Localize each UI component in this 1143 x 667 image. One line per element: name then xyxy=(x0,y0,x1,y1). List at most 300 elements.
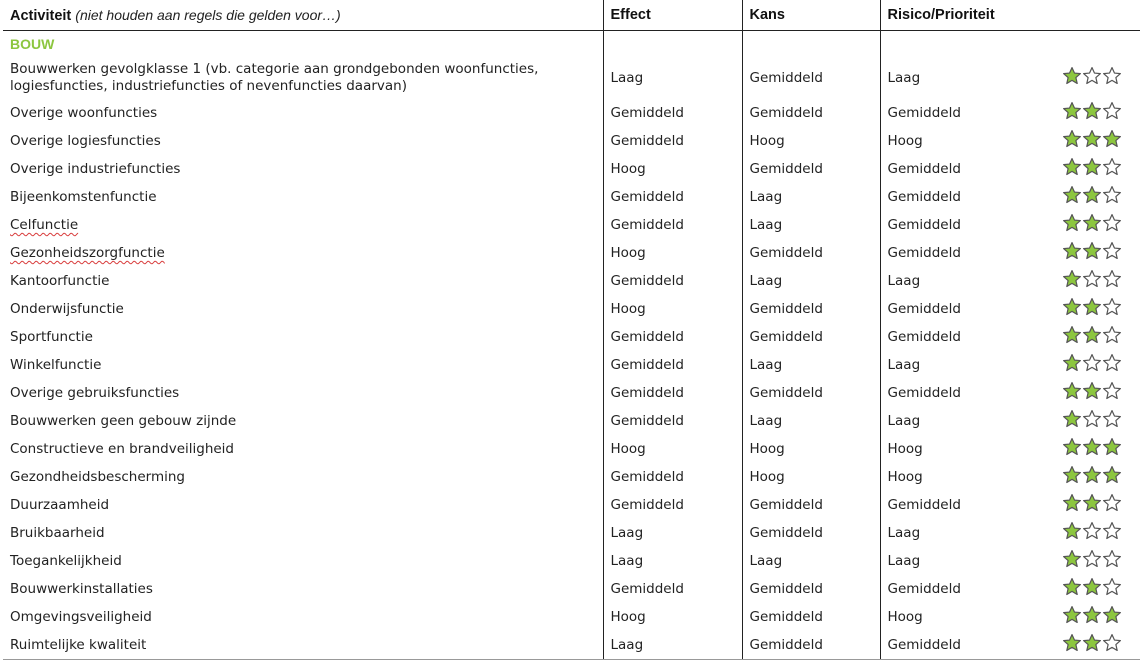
cell-risico xyxy=(880,183,1030,211)
star-rating xyxy=(1062,129,1122,149)
cell-risico xyxy=(880,547,1030,575)
cell-risico-text: Gemiddeld xyxy=(887,161,961,177)
cell-risico xyxy=(880,99,1030,127)
star-rating xyxy=(1062,157,1122,177)
cell-star-rating xyxy=(1030,351,1140,379)
star-filled-icon xyxy=(1082,605,1102,625)
cell-activity-text: Kantoorfunctie xyxy=(10,273,110,289)
cell-star-rating xyxy=(1030,155,1140,183)
cell-effect-text: Hoog xyxy=(610,609,646,625)
cell-activity-text: Omgevingsveiligheid xyxy=(10,609,152,625)
cell-effect-text: Gemiddeld xyxy=(610,469,684,485)
cell-effect-text: Gemiddeld xyxy=(610,357,684,373)
star-empty-icon xyxy=(1082,269,1102,289)
cell-kans xyxy=(742,183,880,211)
star-rating xyxy=(1062,493,1122,513)
cell-kans-text: Hoog xyxy=(749,469,785,485)
cell-kans-text: Laag xyxy=(749,553,783,569)
star-empty-icon xyxy=(1102,297,1122,317)
cell-risico xyxy=(880,435,1030,463)
cell-kans-text: Gemiddeld xyxy=(749,637,823,653)
star-empty-icon xyxy=(1102,549,1122,569)
cell-activity xyxy=(3,155,603,183)
cell-risico-text: Laag xyxy=(887,273,921,289)
cell-effect-text: Laag xyxy=(610,553,644,569)
cell-kans-text: Gemiddeld xyxy=(749,70,823,86)
cell-star-rating xyxy=(1030,323,1140,351)
cell-kans xyxy=(742,379,880,407)
cell-effect xyxy=(603,463,742,491)
star-filled-icon xyxy=(1102,437,1122,457)
star-rating xyxy=(1062,465,1122,485)
cell-star-rating xyxy=(1030,519,1140,547)
header-activity-label: Activiteit xyxy=(10,7,72,24)
star-filled-icon xyxy=(1082,157,1102,177)
cell-kans xyxy=(742,435,880,463)
cell-star-rating xyxy=(1030,57,1140,99)
star-filled-icon xyxy=(1082,185,1102,205)
cell-kans-text: Gemiddeld xyxy=(749,581,823,597)
table-row xyxy=(3,99,1140,127)
cell-risico-text: Hoog xyxy=(887,441,923,457)
star-empty-icon xyxy=(1102,325,1122,345)
cell-effect xyxy=(603,491,742,519)
cell-activity-text: Bijeenkomstenfunctie xyxy=(10,189,157,205)
cell-activity xyxy=(3,211,603,239)
star-filled-icon xyxy=(1082,213,1102,233)
cell-kans xyxy=(742,547,880,575)
table-row xyxy=(3,463,1140,491)
star-rating xyxy=(1062,297,1122,317)
star-filled-icon xyxy=(1062,185,1082,205)
star-empty-icon xyxy=(1102,101,1122,121)
cell-activity-text: Celfunctie xyxy=(10,217,79,233)
header-stars xyxy=(1030,0,1140,31)
cell-kans-text: Gemiddeld xyxy=(749,161,823,177)
star-rating xyxy=(1062,241,1122,261)
header-activity-note: (niet houden aan regels die gelden voor…) xyxy=(75,6,341,23)
cell-effect-text: Gemiddeld xyxy=(610,413,684,429)
risk-table xyxy=(3,0,1140,660)
star-filled-icon xyxy=(1062,381,1082,401)
star-rating xyxy=(1062,437,1122,457)
star-filled-icon xyxy=(1102,605,1122,625)
cell-star-rating xyxy=(1030,295,1140,323)
star-empty-icon xyxy=(1102,157,1122,177)
cell-risico-text: Laag xyxy=(887,357,921,373)
star-filled-icon xyxy=(1082,101,1102,121)
cell-risico-text: Laag xyxy=(887,413,921,429)
cell-star-rating xyxy=(1030,575,1140,603)
cell-kans-text: Gemiddeld xyxy=(749,329,823,345)
cell-kans xyxy=(742,407,880,435)
cell-risico xyxy=(880,631,1030,660)
star-filled-icon xyxy=(1062,493,1082,513)
cell-activity xyxy=(3,351,603,379)
header-row xyxy=(3,0,1140,31)
cell-risico xyxy=(880,239,1030,267)
cell-effect xyxy=(603,435,742,463)
cell-activity-text: Onderwijsfunctie xyxy=(10,301,124,317)
cell-star-rating xyxy=(1030,407,1140,435)
cell-activity xyxy=(3,463,603,491)
cell-activity-text: Ruimtelijke kwaliteit xyxy=(10,637,147,653)
star-filled-icon xyxy=(1062,409,1082,429)
star-rating xyxy=(1062,185,1122,205)
cell-kans-text: Gemiddeld xyxy=(749,245,823,261)
cell-risico xyxy=(880,519,1030,547)
section-row xyxy=(3,31,1140,58)
cell-activity xyxy=(3,183,603,211)
section-label-bouw: BOUW xyxy=(10,35,55,52)
cell-effect xyxy=(603,323,742,351)
cell-activity-text: Overige woonfuncties xyxy=(10,105,158,121)
star-filled-icon xyxy=(1062,633,1082,653)
star-filled-icon xyxy=(1062,157,1082,177)
cell-risico-text: Gemiddeld xyxy=(887,329,961,345)
cell-kans-text: Gemiddeld xyxy=(749,105,823,121)
table-row xyxy=(3,183,1140,211)
cell-activity-text: Winkelfunctie xyxy=(10,357,102,373)
cell-effect-text: Gemiddeld xyxy=(610,217,684,233)
cell-activity-text: Bouwwerken geen gebouw zijnde xyxy=(10,413,237,429)
table-row xyxy=(3,379,1140,407)
cell-effect xyxy=(603,379,742,407)
table-row xyxy=(3,435,1140,463)
cell-kans-text: Hoog xyxy=(749,441,785,457)
star-filled-icon xyxy=(1062,269,1082,289)
cell-kans-text: Laag xyxy=(749,273,783,289)
cell-activity-text: Gezondheidsbescherming xyxy=(10,469,185,485)
cell-risico-text: Gemiddeld xyxy=(887,217,961,233)
cell-kans xyxy=(742,323,880,351)
cell-activity xyxy=(3,267,603,295)
star-empty-icon xyxy=(1102,213,1122,233)
cell-risico xyxy=(880,491,1030,519)
star-filled-icon xyxy=(1062,437,1082,457)
star-empty-icon xyxy=(1102,577,1122,597)
cell-risico xyxy=(880,57,1030,99)
star-rating xyxy=(1062,521,1122,541)
cell-star-rating xyxy=(1030,463,1140,491)
cell-activity-text: Sportfunctie xyxy=(10,329,93,345)
star-rating xyxy=(1062,66,1122,86)
cell-activity-text: Constructieve en brandveiligheid xyxy=(10,441,235,457)
cell-risico-text: Gemiddeld xyxy=(887,637,961,653)
star-rating xyxy=(1062,213,1122,233)
cell-effect xyxy=(603,575,742,603)
table-row xyxy=(3,127,1140,155)
cell-kans xyxy=(742,127,880,155)
cell-effect xyxy=(603,183,742,211)
table-row xyxy=(3,323,1140,351)
cell-effect-text: Gemiddeld xyxy=(610,105,684,121)
star-filled-icon xyxy=(1082,493,1102,513)
cell-activity xyxy=(3,407,603,435)
cell-effect-text: Gemiddeld xyxy=(610,133,684,149)
cell-kans xyxy=(742,267,880,295)
star-rating xyxy=(1062,409,1122,429)
cell-kans xyxy=(742,155,880,183)
star-filled-icon xyxy=(1062,353,1082,373)
cell-kans xyxy=(742,491,880,519)
cell-star-rating xyxy=(1030,99,1140,127)
star-filled-icon xyxy=(1082,437,1102,457)
star-filled-icon xyxy=(1062,325,1082,345)
cell-effect xyxy=(603,155,742,183)
cell-effect-text: Gemiddeld xyxy=(610,497,684,513)
star-filled-icon xyxy=(1082,381,1102,401)
cell-effect-text: Laag xyxy=(610,525,644,541)
cell-risico-text: Gemiddeld xyxy=(887,581,961,597)
cell-star-rating xyxy=(1030,603,1140,631)
header-activity xyxy=(3,0,603,31)
star-filled-icon xyxy=(1082,633,1102,653)
star-rating xyxy=(1062,269,1122,289)
cell-effect-text: Gemiddeld xyxy=(610,581,684,597)
star-empty-icon xyxy=(1082,353,1102,373)
cell-star-rating xyxy=(1030,547,1140,575)
star-empty-icon xyxy=(1102,241,1122,261)
cell-risico xyxy=(880,575,1030,603)
star-empty-icon xyxy=(1082,409,1102,429)
cell-effect-text: Laag xyxy=(610,637,644,653)
table-row xyxy=(3,575,1140,603)
cell-effect xyxy=(603,99,742,127)
star-empty-icon xyxy=(1102,66,1122,86)
cell-risico xyxy=(880,295,1030,323)
header-risico: Risico/Prioriteit xyxy=(880,0,1030,31)
cell-kans xyxy=(742,603,880,631)
star-filled-icon xyxy=(1082,577,1102,597)
cell-kans-text: Gemiddeld xyxy=(749,525,823,541)
cell-effect-text: Gemiddeld xyxy=(610,273,684,289)
star-filled-icon xyxy=(1062,213,1082,233)
cell-activity-text: Overige gebruiksfuncties xyxy=(10,385,180,401)
star-filled-icon xyxy=(1062,549,1082,569)
star-filled-icon xyxy=(1062,241,1082,261)
cell-risico xyxy=(880,463,1030,491)
cell-kans xyxy=(742,575,880,603)
star-empty-icon xyxy=(1102,185,1122,205)
cell-activity xyxy=(3,323,603,351)
star-rating xyxy=(1062,549,1122,569)
cell-risico-text: Hoog xyxy=(887,609,923,625)
cell-risico xyxy=(880,603,1030,631)
cell-effect xyxy=(603,267,742,295)
cell-effect xyxy=(603,519,742,547)
cell-effect-text: Hoog xyxy=(610,245,646,261)
star-filled-icon xyxy=(1062,129,1082,149)
cell-star-rating xyxy=(1030,127,1140,155)
cell-effect-text: Gemiddeld xyxy=(610,329,684,345)
cell-activity xyxy=(3,379,603,407)
table-row xyxy=(3,295,1140,323)
cell-effect-text: Laag xyxy=(610,70,644,86)
star-filled-icon xyxy=(1102,129,1122,149)
cell-star-rating xyxy=(1030,239,1140,267)
table-row xyxy=(3,211,1140,239)
cell-kans-text: Laag xyxy=(749,189,783,205)
cell-risico xyxy=(880,351,1030,379)
cell-kans-text: Gemiddeld xyxy=(749,385,823,401)
cell-risico-text: Hoog xyxy=(887,469,923,485)
cell-effect xyxy=(603,211,742,239)
cell-effect-text: Hoog xyxy=(610,441,646,457)
star-empty-icon xyxy=(1102,493,1122,513)
cell-risico xyxy=(880,407,1030,435)
cell-risico-text: Laag xyxy=(887,70,921,86)
cell-kans-text: Hoog xyxy=(749,133,785,149)
star-empty-icon xyxy=(1102,353,1122,373)
header-effect: Effect xyxy=(603,0,742,31)
cell-kans xyxy=(742,211,880,239)
cell-kans xyxy=(742,57,880,99)
cell-risico-text: Gemiddeld xyxy=(887,189,961,205)
star-rating xyxy=(1062,633,1122,653)
cell-activity xyxy=(3,519,603,547)
table-row xyxy=(3,267,1140,295)
cell-activity xyxy=(3,575,603,603)
cell-risico xyxy=(880,127,1030,155)
cell-star-rating xyxy=(1030,379,1140,407)
cell-star-rating xyxy=(1030,211,1140,239)
cell-risico-text: Gemiddeld xyxy=(887,105,961,121)
star-empty-icon xyxy=(1102,521,1122,541)
cell-star-rating xyxy=(1030,631,1140,660)
star-filled-icon xyxy=(1062,297,1082,317)
cell-effect-text: Hoog xyxy=(610,161,646,177)
star-filled-icon xyxy=(1082,465,1102,485)
cell-effect-text: Gemiddeld xyxy=(610,385,684,401)
star-rating xyxy=(1062,577,1122,597)
cell-kans-text: Laag xyxy=(749,413,783,429)
table-row xyxy=(3,519,1140,547)
cell-kans xyxy=(742,463,880,491)
cell-activity-text: Gezonheidszorgfunctie xyxy=(10,245,165,261)
table-row xyxy=(3,239,1140,267)
cell-kans-text: Gemiddeld xyxy=(749,609,823,625)
cell-effect xyxy=(603,295,742,323)
cell-star-rating xyxy=(1030,491,1140,519)
cell-activity xyxy=(3,631,603,660)
cell-activity-text: Bruikbaarheid xyxy=(10,525,105,541)
cell-activity xyxy=(3,435,603,463)
cell-effect xyxy=(603,631,742,660)
star-filled-icon xyxy=(1102,465,1122,485)
cell-risico xyxy=(880,155,1030,183)
cell-effect xyxy=(603,57,742,99)
star-filled-icon xyxy=(1062,605,1082,625)
table-row xyxy=(3,57,1140,99)
cell-activity-text: Bouwwerken gevolgklasse 1 (vb. categorie aan grondgebonden woonfuncties, logiesfuncties, industriefuncties of nevenfuncties daarvan) xyxy=(10,61,539,94)
cell-star-rating xyxy=(1030,183,1140,211)
star-filled-icon xyxy=(1062,66,1082,86)
cell-activity-text: Overige logiesfuncties xyxy=(10,133,161,149)
table-row xyxy=(3,547,1140,575)
cell-activity xyxy=(3,239,603,267)
cell-kans-text: Gemiddeld xyxy=(749,301,823,317)
star-rating xyxy=(1062,101,1122,121)
cell-kans-text: Laag xyxy=(749,217,783,233)
star-empty-icon xyxy=(1082,549,1102,569)
cell-risico-text: Laag xyxy=(887,553,921,569)
header-kans: Kans xyxy=(742,0,880,31)
star-empty-icon xyxy=(1102,633,1122,653)
star-rating xyxy=(1062,325,1122,345)
cell-activity xyxy=(3,491,603,519)
star-filled-icon xyxy=(1062,577,1082,597)
cell-risico-text: Gemiddeld xyxy=(887,497,961,513)
cell-effect xyxy=(603,127,742,155)
cell-activity-text: Toegankelijkheid xyxy=(10,553,122,569)
cell-kans-text: Gemiddeld xyxy=(749,497,823,513)
cell-risico xyxy=(880,267,1030,295)
cell-risico xyxy=(880,379,1030,407)
cell-kans-text: Laag xyxy=(749,357,783,373)
cell-risico-text: Gemiddeld xyxy=(887,385,961,401)
star-empty-icon xyxy=(1082,521,1102,541)
cell-activity xyxy=(3,603,603,631)
cell-activity xyxy=(3,57,603,99)
cell-risico-text: Laag xyxy=(887,525,921,541)
cell-activity xyxy=(3,295,603,323)
cell-effect xyxy=(603,351,742,379)
cell-activity-text: Duurzaamheid xyxy=(10,497,110,513)
star-filled-icon xyxy=(1082,297,1102,317)
star-rating xyxy=(1062,605,1122,625)
cell-activity xyxy=(3,547,603,575)
star-filled-icon xyxy=(1082,325,1102,345)
cell-kans xyxy=(742,295,880,323)
cell-risico-text: Hoog xyxy=(887,133,923,149)
cell-star-rating xyxy=(1030,267,1140,295)
cell-activity-text: Overige industriefuncties xyxy=(10,161,181,177)
star-filled-icon xyxy=(1062,521,1082,541)
cell-kans xyxy=(742,519,880,547)
table-row xyxy=(3,407,1140,435)
cell-risico-text: Gemiddeld xyxy=(887,245,961,261)
cell-kans xyxy=(742,631,880,660)
table-row xyxy=(3,631,1140,660)
star-empty-icon xyxy=(1102,381,1122,401)
star-rating xyxy=(1062,381,1122,401)
cell-effect xyxy=(603,603,742,631)
star-empty-icon xyxy=(1102,269,1122,289)
star-filled-icon xyxy=(1082,241,1102,261)
star-filled-icon xyxy=(1062,465,1082,485)
cell-activity xyxy=(3,127,603,155)
cell-risico xyxy=(880,211,1030,239)
cell-effect xyxy=(603,547,742,575)
cell-effect-text: Hoog xyxy=(610,301,646,317)
table-row xyxy=(3,491,1140,519)
table-row xyxy=(3,351,1140,379)
table-row xyxy=(3,603,1140,631)
cell-kans xyxy=(742,239,880,267)
star-filled-icon xyxy=(1062,101,1082,121)
star-rating xyxy=(1062,353,1122,373)
cell-kans xyxy=(742,99,880,127)
table-row xyxy=(3,155,1140,183)
cell-effect xyxy=(603,239,742,267)
star-filled-icon xyxy=(1082,129,1102,149)
cell-effect xyxy=(603,407,742,435)
cell-kans xyxy=(742,351,880,379)
cell-star-rating xyxy=(1030,435,1140,463)
cell-activity xyxy=(3,99,603,127)
star-empty-icon xyxy=(1102,409,1122,429)
